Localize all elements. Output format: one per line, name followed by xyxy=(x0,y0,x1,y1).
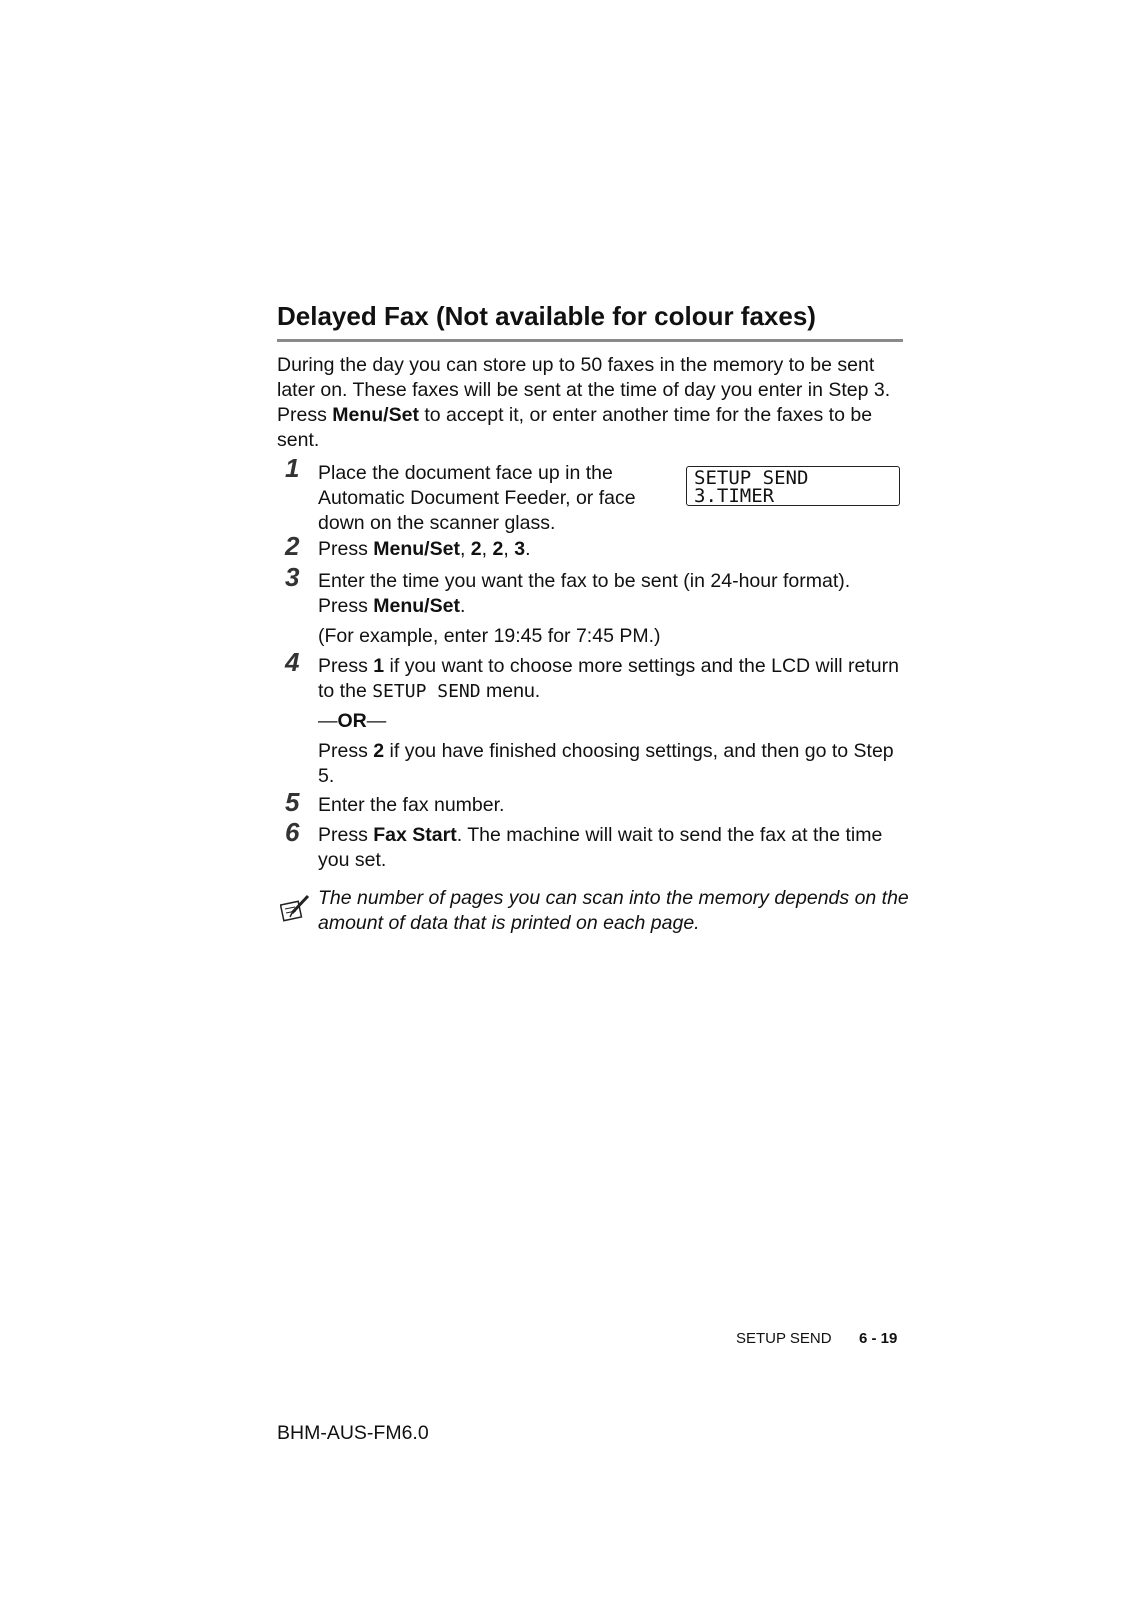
lcd-display xyxy=(686,466,900,506)
footer-document-code: BHM-AUS-FM6.0 xyxy=(277,1422,429,1444)
step-1-text: Place the document face up in the Automatic Document Feeder, or face down on the scanner glass. xyxy=(318,462,636,534)
step-2-text: Press Menu/Set, 2, 2, 3. xyxy=(318,538,531,560)
step-5-number: 5 xyxy=(285,787,300,817)
step-2-number: 2 xyxy=(285,531,300,561)
lcd-line-2: 3.TIMER xyxy=(694,485,775,507)
intro-text-1: During the day you can store up to 50 faxes in the memory to be sent later on. These faxes will be sent at the time of day you enter in Step 3. Press xyxy=(277,354,891,426)
lcd-line-1: SETUP SEND xyxy=(694,467,809,489)
footer-page-number: 6 - 19 xyxy=(859,1330,898,1347)
step-4-or: —OR— xyxy=(318,710,387,732)
note-text: The number of pages you can scan into the memory depends on the amount of data that is printed on each page. xyxy=(318,887,909,934)
footer-section-name: SETUP SEND xyxy=(736,1330,832,1347)
step-3-number: 3 xyxy=(285,562,300,592)
step-6-number: 6 xyxy=(285,817,300,847)
intro-menu-set: Menu/Set xyxy=(332,404,419,426)
step-4-text: Press 1 if you want to choose more settings and the LCD will return to the SETUP SEND menu. xyxy=(318,655,899,702)
step-4-number: 4 xyxy=(285,647,300,677)
heading-rule xyxy=(277,339,903,342)
note-pencil-icon xyxy=(280,893,312,923)
step-3-text: Enter the time you want the fax to be sent (in 24-hour format). Press Menu/Set. xyxy=(318,570,851,617)
intro-paragraph xyxy=(277,353,907,453)
step-3-example: (For example, enter 19:45 for 7:45 PM.) xyxy=(318,625,661,647)
section-heading: Delayed Fax (Not available for colour faxes) xyxy=(277,301,816,331)
step-5-text: Enter the fax number. xyxy=(318,794,505,816)
step-4-alt-text: Press 2 if you have finished choosing settings, and then go to Step 5. xyxy=(318,740,894,787)
step-1-number: 1 xyxy=(285,453,300,483)
intro-text-2: to accept it, or enter another time for the faxes to be sent. xyxy=(277,404,873,451)
step-6-text: Press Fax Start. The machine will wait to send the fax at the time you set. xyxy=(318,824,883,871)
